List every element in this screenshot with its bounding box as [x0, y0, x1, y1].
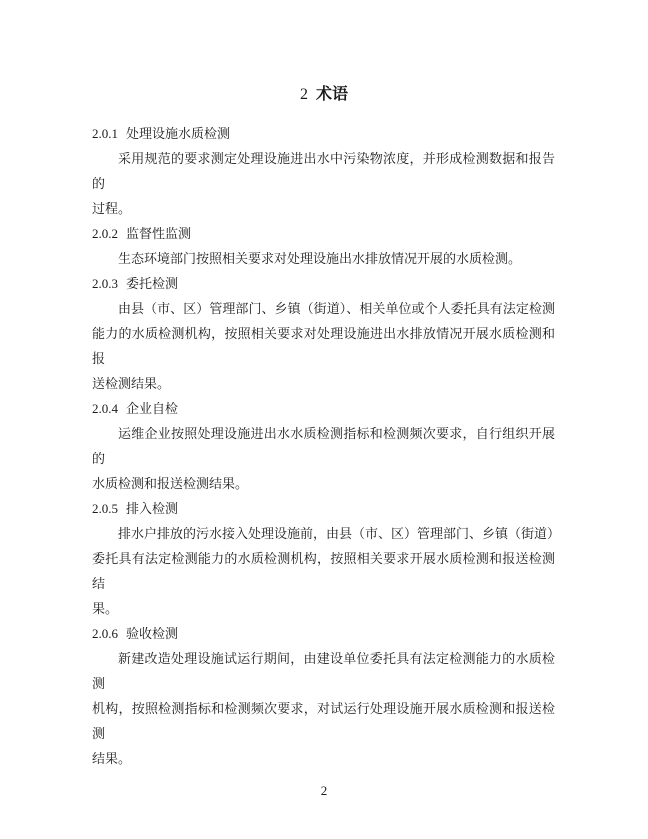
- term-heading: [92, 121, 555, 146]
- term-number: 2.0.2: [92, 226, 118, 241]
- term-definition-line: 新建改造处理设施试运行期间，由建设单位委托具有法定检测能力的水质检测: [92, 651, 555, 691]
- term-heading: [92, 396, 555, 421]
- term-name: 监督性监测: [126, 226, 192, 241]
- term-definition-line: 结果。: [92, 751, 132, 766]
- section-title: [0, 84, 648, 105]
- term-definition-line: 送检测结果。: [92, 376, 171, 391]
- term-number: 2.0.6: [92, 626, 118, 641]
- term-definition-line: 能力的水质检测机构，按照相关要求对处理设施进出水排放情况开展水质检测和报: [92, 326, 555, 366]
- term-name: 验收检测: [126, 626, 179, 641]
- term-definition-line: 由县（市、区）管理部门、乡镇（街道）、相关单位或个人委托具有法定检测: [118, 301, 555, 316]
- term-definition-line: 过程。: [92, 201, 132, 216]
- term-heading: [92, 271, 555, 296]
- term-heading: [92, 496, 555, 521]
- term-number: 2.0.5: [92, 501, 118, 516]
- term-definition-line: 机构，按照检测指标和检测频次要求，对试运行处理设施开展水质检测和报送检测: [92, 701, 555, 741]
- term-number: 2.0.3: [92, 276, 118, 291]
- term-heading: [92, 221, 555, 246]
- term-definition-line: 运维企业按照处理设施进出水水质检测指标和检测频次要求，自行组织开展的: [92, 426, 555, 466]
- term-name: 处理设施水质检测: [126, 126, 231, 141]
- term-name: 企业自检: [126, 401, 179, 416]
- term-number: 2.0.4: [92, 401, 118, 416]
- term-name: 排入检测: [126, 501, 179, 516]
- term-definition-line: 生态环境部门按照相关要求对处理设施出水排放情况开展的水质检测。: [118, 251, 522, 266]
- term-definition-line: 水质检测和报送检测结果。: [92, 476, 249, 491]
- section-number: 2: [299, 86, 308, 103]
- term-definition-line: 采用规范的要求测定处理设施进出水中污染物浓度，并形成检测数据和报告的: [92, 151, 555, 191]
- term-definition-line: 果。: [92, 601, 119, 616]
- term-definition-line: 排水户排放的污水接入处理设施前，由县（市、区）管理部门、乡镇（街道）: [118, 526, 561, 541]
- term-heading: [92, 621, 555, 646]
- term-number: 2.0.1: [92, 126, 118, 141]
- term-name: 委托检测: [126, 276, 179, 291]
- terms-list: [92, 121, 561, 771]
- page-number: 2: [320, 783, 328, 798]
- term-definition-line: 委托具有法定检测能力的水质检测机构，按照相关要求开展水质检测和报送检测结: [92, 551, 555, 591]
- section-title-text: 术语: [315, 86, 348, 103]
